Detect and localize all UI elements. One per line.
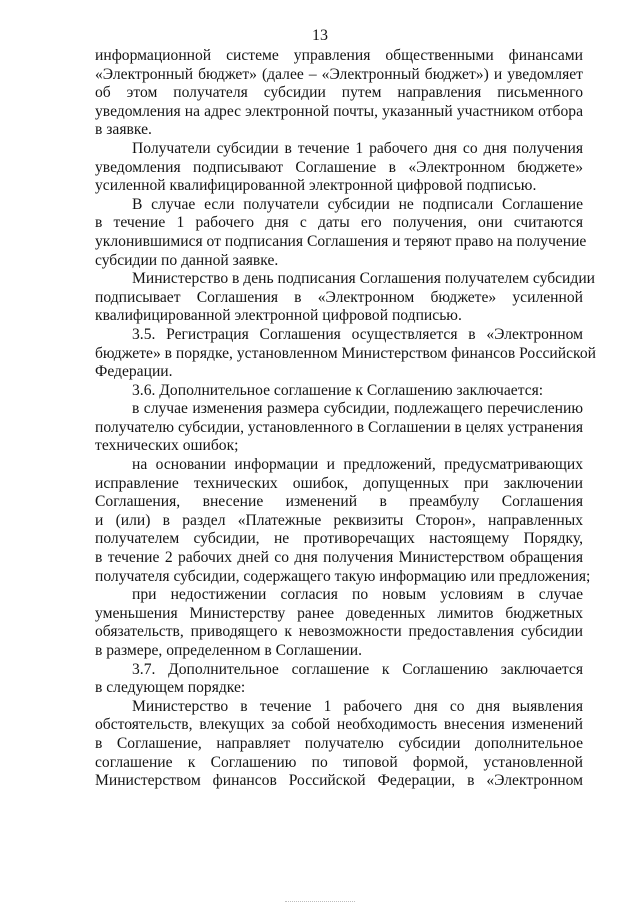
text-line: В случае если получатели субсидии не подписали Соглашение [132, 195, 583, 213]
text-line: получателя субсидии, содержащего такую информацию или предложения; [95, 567, 591, 585]
text-line: в течение 2 рабочих дней со дня получения Министерством обращения [95, 549, 583, 567]
text-line: в заявке. [95, 121, 152, 139]
paragraph [95, 47, 583, 140]
paragraph [95, 140, 583, 196]
text-line: Соглашения, внесение изменений в преамбулу Соглашения [95, 493, 583, 511]
text-line: на основании информации и предложений, предусматривающих [132, 456, 583, 474]
text-line: обстоятельств, влекущих за собой необходимость внесения изменений [95, 716, 583, 734]
text-line: Министерство в течение 1 рабочего дня со дня выявления [132, 697, 583, 715]
text-line: об этом получателя субсидии путем направления письменного [95, 84, 583, 102]
text-line: Федерации. [95, 363, 173, 381]
text-line: бюджете» в порядке, установленном Министерством финансов Российской [95, 344, 596, 362]
text-line: 3.7. Дополнительное соглашение к Соглашению заключается [132, 660, 583, 678]
text-line: 3.6. Дополнительное соглашение к Соглашению заключается: [132, 381, 544, 399]
text-line: в размере, определенном в Соглашении. [95, 642, 363, 659]
paragraph [95, 400, 583, 456]
text-line: получателю субсидии, установленного в Соглашении в целях устранения [95, 418, 584, 436]
text-line: Министерство в день подписания Соглашения получателем субсидии [132, 270, 596, 288]
paragraph [95, 586, 583, 660]
paragraph [95, 456, 591, 586]
paragraph [95, 698, 583, 791]
paragraph [95, 325, 596, 382]
text-line: уклонившимися от подписания Соглашения и теряют право на получение [95, 232, 587, 250]
page-number: 13 [312, 27, 328, 44]
text-line: информационной системе управления общественными финансами [95, 47, 583, 64]
scan-edge-mark [285, 901, 355, 903]
text-line: уменьшения Министерству ранее доведенных лимитов бюджетных [95, 604, 583, 622]
text-line: уведомления на адрес электронной почты, указанный участником отбора [95, 102, 583, 120]
text-line: исправление технических ошибок, допущенных при заключении [95, 474, 583, 492]
text-line: Министерством финансов Российской Федерации, в «Электронном [95, 772, 583, 790]
text-line: Получатели субсидии в течение 1 рабочего дня со дня получения [132, 139, 583, 157]
text-line: при недостижении согласия по новым условиям в случае [132, 586, 583, 604]
paragraph [95, 382, 583, 401]
text-line: подписывает Соглашения в «Электронном бюджете» усиленной [95, 288, 583, 306]
text-line: в следующем порядке: [95, 679, 246, 697]
paragraph [95, 270, 596, 326]
document-body [95, 47, 596, 791]
text-line: усиленной квалифицированной электронной цифровой подписью. [95, 177, 537, 195]
text-line: и (или) в раздел «Платежные реквизиты Сторон», направленных [95, 511, 583, 529]
text-line: 3.5. Регистрация Соглашения осуществляется в «Электронном [132, 325, 583, 343]
text-line: технических ошибок; [95, 437, 239, 455]
text-line: уведомления подписывают Соглашение в «Электронном бюджете» [95, 158, 583, 176]
paragraph [95, 661, 583, 698]
text-line: обязательств, приводящего к невозможности предоставления субсидии [95, 623, 583, 641]
text-line: получателем субсидии, не противоречащих настоящему Порядку, [95, 530, 583, 548]
text-line: «Электронный бюджет» (далее – «Электронный бюджет») и уведомляет [95, 65, 583, 83]
text-line: в случае изменения размера субсидии, подлежащего перечислению [132, 400, 583, 418]
text-line: в течение 1 рабочего дня с даты его получения, они считаются [95, 214, 583, 232]
text-line: субсидии по данной заявке. [95, 251, 279, 269]
text-line: квалифицированной электронной цифровой подписью. [95, 307, 462, 325]
text-line: соглашение к Соглашению по типовой формой, установленной [95, 753, 583, 771]
paragraph [95, 195, 587, 270]
text-line: в Соглашение, направляет получателю субсидии дополнительное [95, 734, 583, 752]
